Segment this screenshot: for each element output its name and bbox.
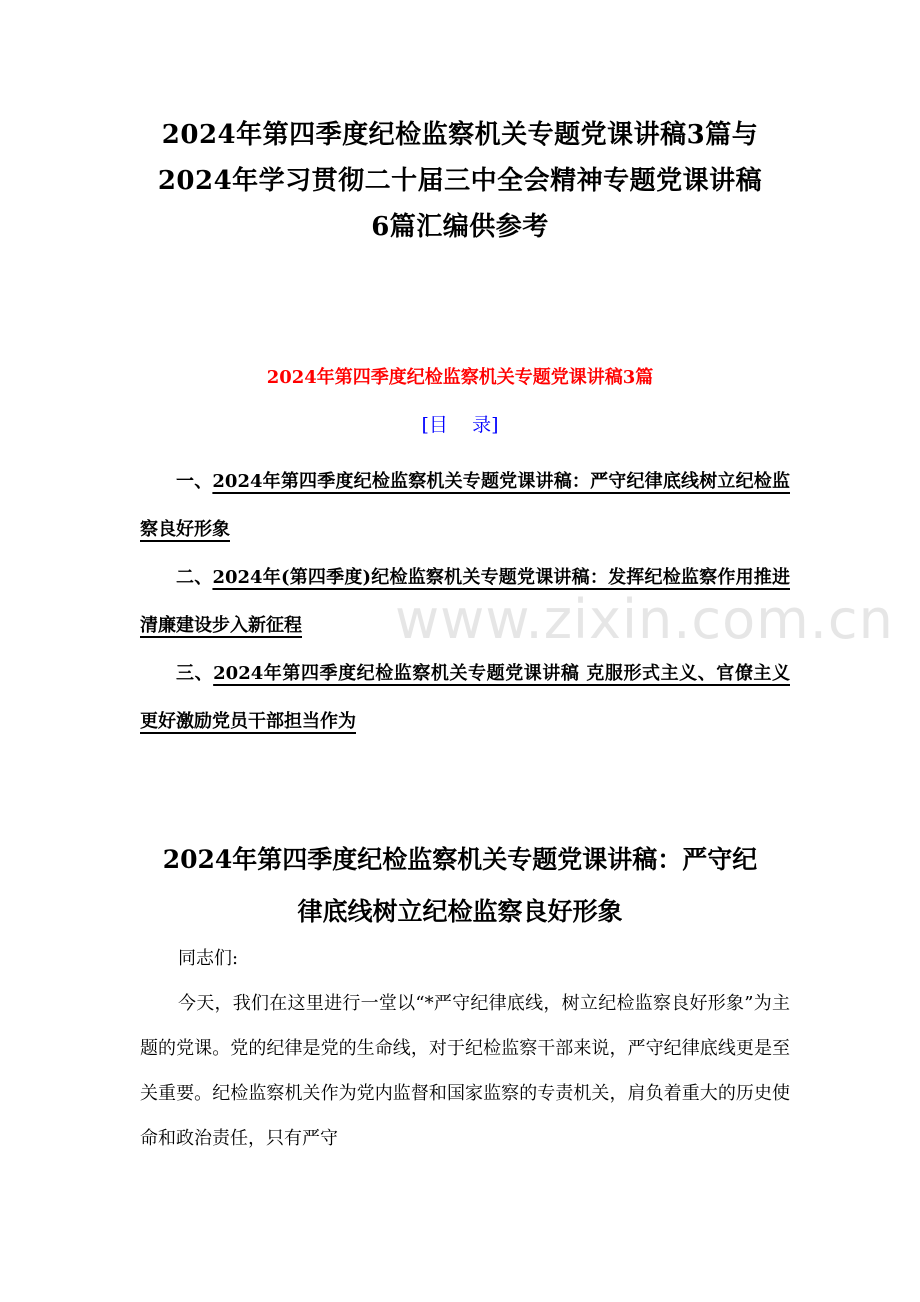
toc-item-number: 二、: [176, 567, 213, 588]
article-body: [140, 936, 790, 1161]
document-title: [100, 112, 820, 250]
toc-link-1[interactable]: 2024年第四季度纪检监察机关专题党课讲稿：严守纪律底线树立纪检监察良好形象: [140, 471, 790, 540]
greeting: 同志们:: [178, 948, 239, 969]
document-title-line-1: 2024年第四季度纪检监察机关专题党课讲稿3篇与: [161, 120, 759, 150]
section-title: 2024年第四季度纪检监察机关专题党课讲稿3篇: [266, 367, 654, 388]
toc-link-2[interactable]: 2024年(第四季度)纪检监察机关专题党课讲稿：发挥纪检监察作用推进清廉建设步入新征程: [140, 567, 790, 636]
article-title: [120, 834, 800, 938]
body-paragraph: 今天，我们在这里进行一堂以“*严守纪律底线，树立纪检监察良好形象”为主题的党课。党的纪律是党的生命线，对于纪检监察干部来说，严守纪律底线更是至关重要。纪检监察机关作为党内监督和国家监察的专责机关，肩负着重大的历史使命和政治责任，只有严守: [140, 993, 790, 1149]
table-of-contents: [140, 458, 790, 746]
toc-item-1: [140, 458, 790, 554]
watermark: www.zixin.com.cn: [395, 588, 894, 651]
toc-heading: [目 录]: [421, 414, 499, 436]
document-title-line-2: 2024年学习贯彻二十届三中全会精神专题党课讲稿: [157, 166, 763, 196]
toc-item-number: 一、: [176, 471, 213, 492]
document-title-line-3: 6篇汇编供参考: [371, 212, 549, 242]
toc-item-number: 三、: [176, 663, 214, 684]
article-title-line-1: 2024年第四季度纪检监察机关专题党课讲稿：严守纪: [162, 845, 758, 874]
article-title-line-2: 律底线树立纪检监察良好形象: [297, 897, 623, 926]
toc-item-2: [140, 554, 790, 650]
toc-link-3[interactable]: 2024年第四季度纪检监察机关专题党课讲稿 克服形式主义、官僚主义更好激励党员干部担当作为: [140, 663, 790, 732]
toc-item-3: [140, 650, 790, 746]
